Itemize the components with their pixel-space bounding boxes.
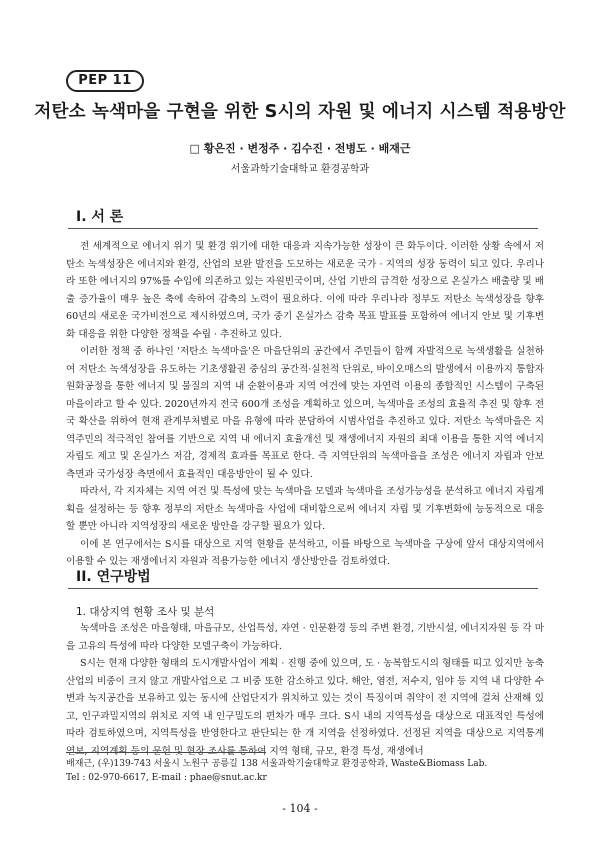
paragraph: S시는 현재 다양한 형태의 도시개발사업이 계획 · 진행 중에 있으며, 도 · 농복합도시의 형태를 띠고 있지만 농축산업의 비중이 크지 않고 개발사업으로 그 비중 또한 감소하고 있다. 해안, 염전, 저수지, 임야 등 지역 내 다양한 수변과 녹지공간을 보유하고 있는 동시에 산업단지가 위치하고 있는 것이 특징이며 취약이 전 지역에 걸쳐 산재해 있고, 인구과밀지역의 위치로 지역 내 인구밀도의 편차가 매우 크다. S시 내의 지역특성을 대상으로 대표적인 특성에 따라 검토하였으며, 지역특성을 반영한다고 판단되는 한 개 지역을 선정하였다. 선정된 지역을 대상으로 지역통계연보, 지역계획 등의 문헌 및 현장 조사를 통하여 지역 형태, 규모, 환경 특성, 재생에너 [66,658,544,757]
paragraph: 녹색마을 조성은 마을형태, 마을규모, 산업특성, 자연 · 인문환경 등의 주변 환경, 기반시설, 에너지자원 등 각 마을 고유의 특성에 따라 다양한 모델구축이 가능하다. [66,623,544,652]
paragraph: 따라서, 각 지자체는 지역 여건 및 특성에 맞는 녹색마을 모델과 녹색마을 조성가능성을 분석하고 에너지 자립계획을 설정하는 등 향후 정부의 저탄소 녹색마을 사업에 대비함으로써 에너지 자립 및 기후변화에 능동적으로 대응할 뿐만 아니라 지역성장의 새로운 방안을 강구할 필요가 있다. [66,486,544,532]
footnote-address: 배재근, (우)139-743 서울시 노원구 공릉길 138 서울과학기술대학교 환경공학과, Waste&Biomass Lab. [66,759,488,769]
introduction-body [66,238,544,571]
page-number: - 104 - [282,802,318,815]
methods-body [66,620,544,760]
subsection-heading: 1. 대상지역 현황 조사 및 분석 [76,606,215,618]
session-badge: PEP 11 [66,70,144,92]
footnote [66,757,546,785]
footnote-rule [66,752,266,753]
section-heading-methods: II. 연구방법 [76,569,151,585]
section-heading-introduction: I. 서 론 [76,209,124,225]
section-divider [68,588,538,589]
paper-title: 저탄소 녹색마을 구현을 위한 S시의 자원 및 에너지 시스템 적용방안 [34,102,566,122]
footnote-contact: Tel : 02-970-6617, E-mail : phae@snut.ac.kr [66,773,267,783]
author-list: □ 황은진 · 변정주 · 김수진 · 전병도 · 배재근 [189,142,411,155]
section-divider [68,228,538,229]
affiliation: 서울과학기술대학교 환경공학과 [230,164,370,175]
paragraph: 이러한 정책 중 하나인 '저탄소 녹색마을'은 마을단위의 공간에서 주민들이 함께 자발적으로 녹색생활을 실천하여 저탄소 녹색성장을 유도하는 기초생활권 중심의 공간적·실천적 단위로, 바이오매스의 발생에서 이용까지 통합자원화공정을 통한 에너지 및 물질의 지역 내 순환이용과 지역 여건에 맞는 자연력 이용의 종합적인 시스템이 구축된 마을이라고 할 수 있다. 2020년까지 전국 600개 조성을 계획하고 있으며, 녹색마을 조성의 효율적 추진 및 향후 전국 확산을 위하여 현재 관계부처별로 마을 유형에 따라 분담하여 시범사업을 추진하고 있다. 저탄소 녹색마을은 지역주민의 적극적인 참여를 기반으로 지역 내 에너지 효율개선 및 재생에너지 자원의 최대 이용을 통한 지역 에너지 자립도 제고 및 온실가스 저감, 경제적 효과를 목표로 한다. 즉 지역단위의 녹색마을을 조성은 에너지 자립과 안보측면과 국가성장 측면에서 효율적인 대응방안이 될 수 있다. [66,346,544,480]
paragraph: 이에 본 연구에서는 S시를 대상으로 지역 현황을 분석하고, 이를 바탕으로 녹색마을 구상에 앞서 대상지역에서 이용할 수 있는 재생에너지 자원과 적용가능한 에너지 생산방안을 검토하였다. [66,538,544,567]
paragraph: 전 세계적으로 에너지 위기 및 환경 위기에 대한 대응과 지속가능한 성장이 큰 화두이다. 이러한 상황 속에서 저탄소 녹색성장은 에너지와 환경, 산업의 보완 발전을 도모하는 새로운 국가 · 지역의 성장 동력이 되고 있다. 우리나라 또한 에너지의 97%를 수입에 의존하고 있는 자원빈국이며, 산업 기반의 급격한 성장으로 온실가스 배출량 및 배출 증가율이 매우 높은 축에 속하여 감축의 노력이 필요하다. 이에 따라 우리나라 정부도 저탄소 녹색성장을 향후 60년의 새로운 국가비전으로 제시하였으며, 국가 중기 온실가스 감축 목표 발표를 포함하여 에너지 안보 및 기후변화 대응을 위한 다양한 정책을 수립 · 추진하고 있다. [66,241,544,340]
